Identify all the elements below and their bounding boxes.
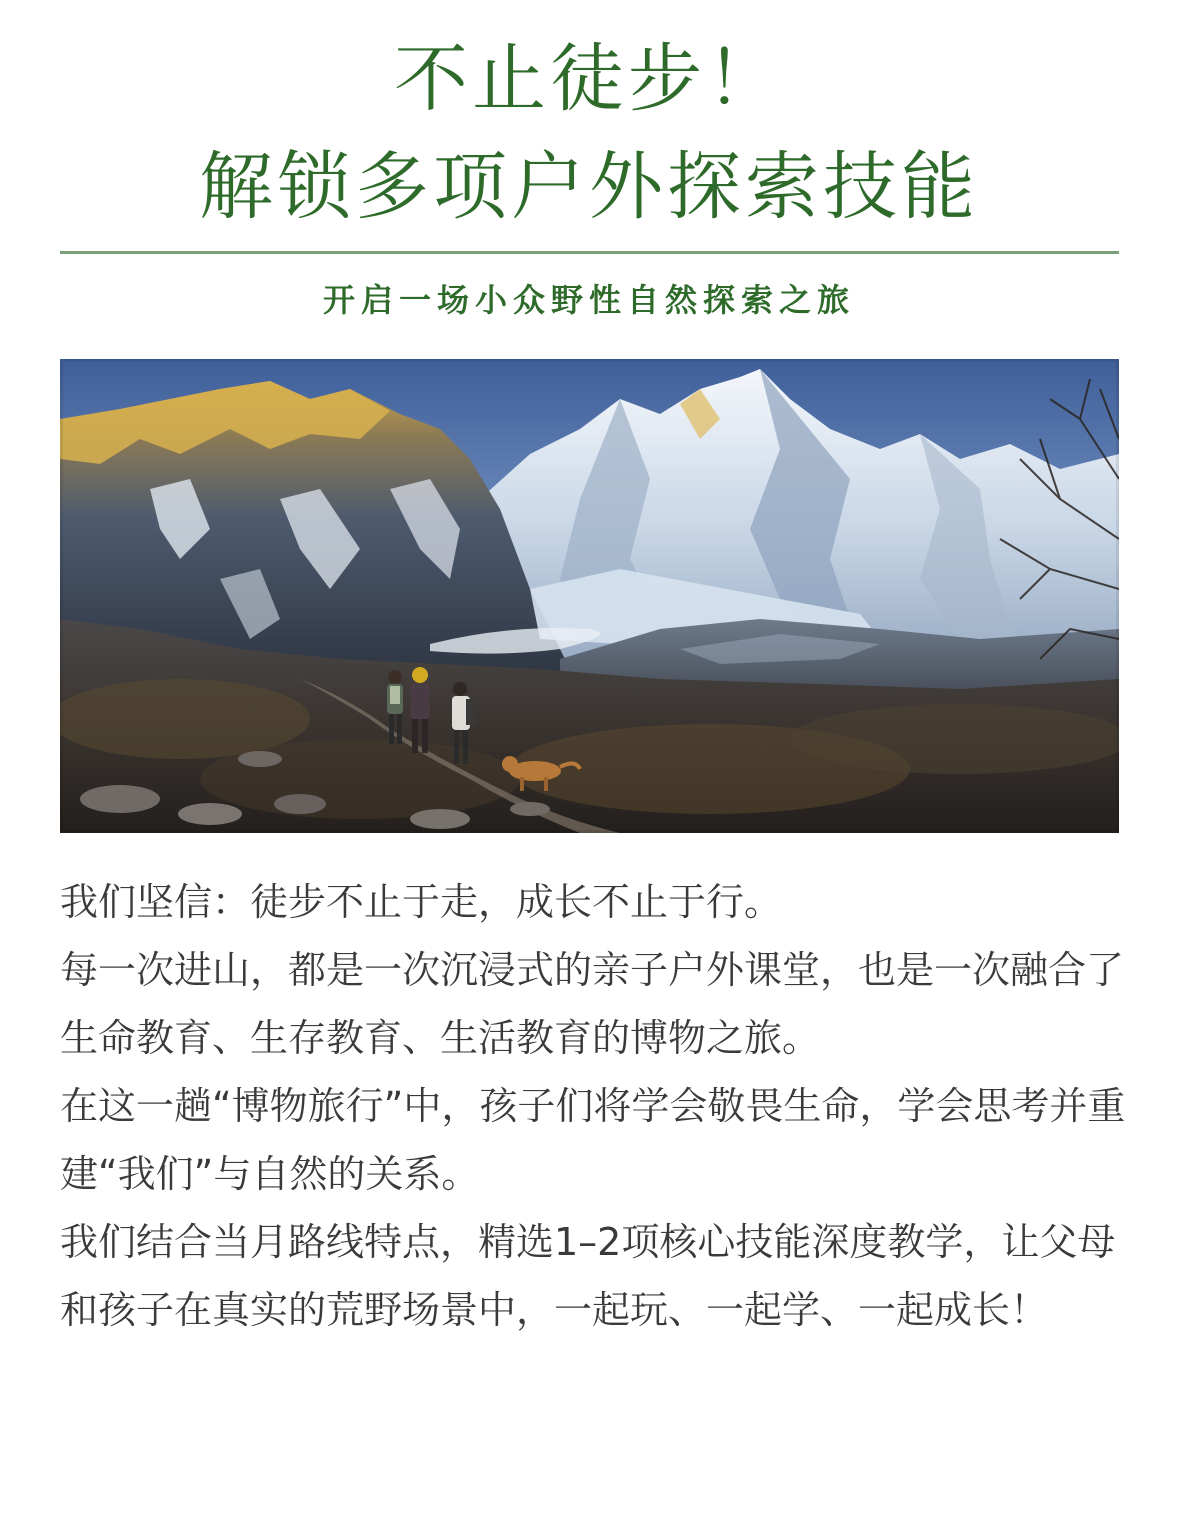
mountain-hiking-photo: [60, 359, 1119, 833]
photo-illustration: [60, 359, 1119, 833]
paragraph-1: 我们坚信：徒步不止于走，成长不止于行。: [60, 880, 783, 924]
paragraph-4: 我们结合当月路线特点，精选1–2项核心技能深度教学，让父母和孩子在真实的荒野场景中，一起玩、一起学、一起成长！: [60, 1220, 1116, 1332]
page-title-line2: 解锁多项户外探索技能: [199, 144, 979, 230]
paragraph-2: 每一次进山，都是一次沉浸式的亲子户外课堂，也是一次融合了生命教育、生存教育、生活教育的博物之旅。: [60, 948, 1125, 1060]
title-divider: [60, 251, 1119, 254]
paragraph-3: 在这一趟“博物旅行”中，孩子们将学会敬畏生命，学会思考并重建“我们”与自然的关系。: [60, 1084, 1126, 1196]
page-subtitle: 开启一场小众野性自然探索之旅: [322, 281, 855, 319]
page-title-line1: 不止徒步！: [394, 36, 784, 122]
body-text: [60, 868, 1130, 1344]
